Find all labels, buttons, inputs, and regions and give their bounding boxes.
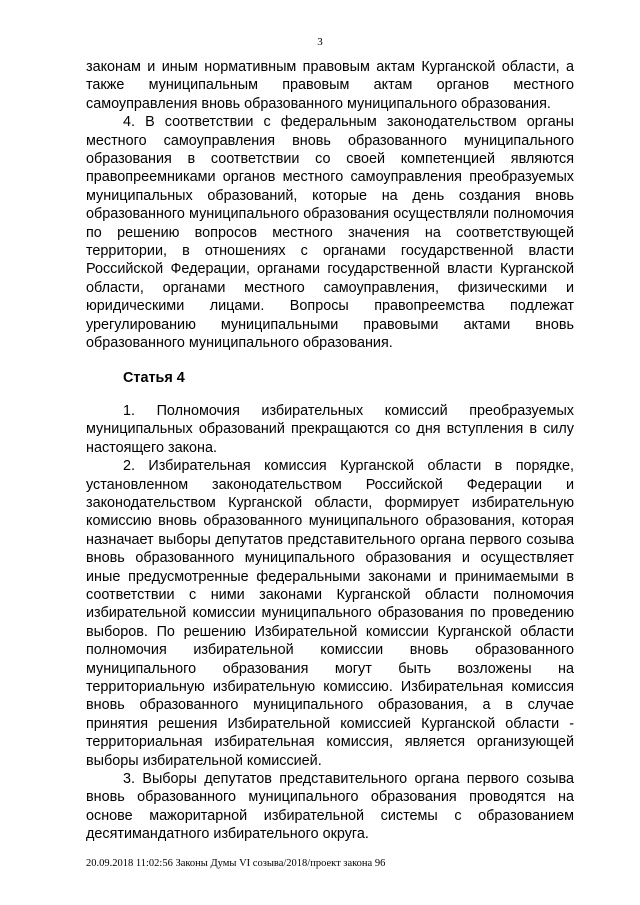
article3-continuation: законам и иным нормативным правовым актам Курганской области, а также муниципальным правовым актам органов местного самоуправления вновь образованного муниципального образования. bbox=[86, 59, 574, 112]
article4-heading: Статья 4 bbox=[123, 369, 185, 386]
page-number: 3 bbox=[317, 36, 323, 48]
article4-item-2: 2. Избирательная комиссия Курганской области в порядке, установленном законодательством Российской Федерации и законодательством Курганской области, формирует избирательную комиссию вновь образованного муниципального образования, которая назначает выборы депутатов представительного органа первого созыва вновь образованного муниципального образования и осуществляет иные предусмотренные федеральными законами и принимаемыми в соответствии с ними законами Курганской области полномочия избирательной комиссии муниципального образования по проведению выборов. По решению Избирательной комиссии Курганской области полномочия избирательной комиссии вновь образованного муниципального образования могут быть возложены на территориальную избирательную комиссию. Избирательная комиссия вновь образованного муниципального образования, а в случае принятия решения Избирательной комиссией Курганской области - территориальная избирательная комиссия, является организующей выборы избирательной комиссией. bbox=[86, 458, 574, 769]
document-body bbox=[86, 58, 574, 844]
document-footer: 20.09.2018 11:02:56 Законы Думы VI созыва/2018/проект закона 96 bbox=[86, 858, 386, 869]
article4-item-1: 1. Полномочия избирательных комиссий преобразуемых муниципальных образований прекращаются со дня вступления в силу настоящего закона. bbox=[86, 402, 574, 456]
article4-item-3: 3. Выборы депутатов представительного органа первого созыва вновь образованного муниципального образования проводятся на основе мажоритарной избирательной системы с образованием десятимандатного избирательного округа. bbox=[86, 771, 574, 843]
article3-item-4: 4. В соответствии с федеральным законодательством органы местного самоуправления вновь образованного муниципального образования в соответствии со своей компетенцией являются правопреемниками органов местного самоуправления преобразуемых муниципальных образований, которые на день создания вновь образованного муниципального образования осуществляли полномочия по решению вопросов местного значения на соответствующей территории, в отношениях с органами государственной власти Российской Федерации, органами государственной власти Курганской области, органами местного самоуправления, физическими и юридическими лицами. Вопросы правопреемства подлежат урегулированию муниципальными правовыми актами вновь образованного муниципального образования. bbox=[86, 114, 574, 352]
